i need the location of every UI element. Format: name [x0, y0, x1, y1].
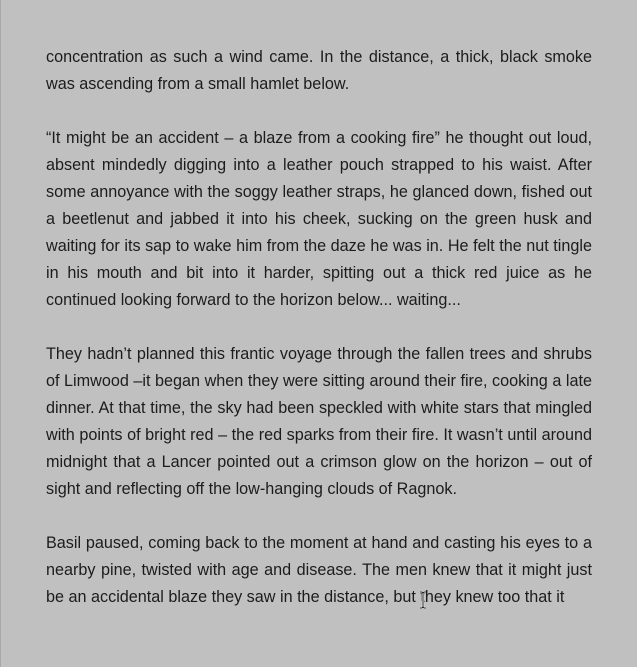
i-beam-text-cursor-icon — [419, 591, 427, 609]
paragraph-3[interactable]: They hadn’t planned this frantic voyage through the fallen trees and shrubs of Limwood –it began when they were sitting around their fire, cooking a late dinner. At that time, the sky had been speckled with white stars that mingled with points of bright red – the red sparks from their fire. It wasn’t until around midnight that a Lancer pointed out a crimson glow on the horizon – out of sight and reflecting off the low-hanging clouds of Ragnok. — [46, 345, 592, 498]
paragraph-4[interactable]: Basil paused, coming back to the moment at hand and casting his eyes to a nearby pine, twisted with age and disease. The men knew that it might just be an accidental blaze they saw in the distance, but they knew too that it — [46, 534, 592, 606]
document-text-body[interactable] — [46, 44, 592, 638]
paragraph-2[interactable]: “It might be an accident – a blaze from a cooking fire” he thought out loud, absent mindedly digging into a leather pouch strapped to his waist. After some annoyance with the soggy leather straps, he glanced down, fished out a beetlenut and jabbed it into his cheek, sucking on the green husk and waiting for its sap to wake him from the daze he was in. He felt the nut tingle in his mouth and bit into it harder, spitting out a thick red juice as he continued looking forward to the horizon below... waiting... — [46, 129, 592, 309]
paragraph-1[interactable]: concentration as such a wind came. In the distance, a thick, black smoke was ascending from a small hamlet below. — [46, 48, 592, 93]
